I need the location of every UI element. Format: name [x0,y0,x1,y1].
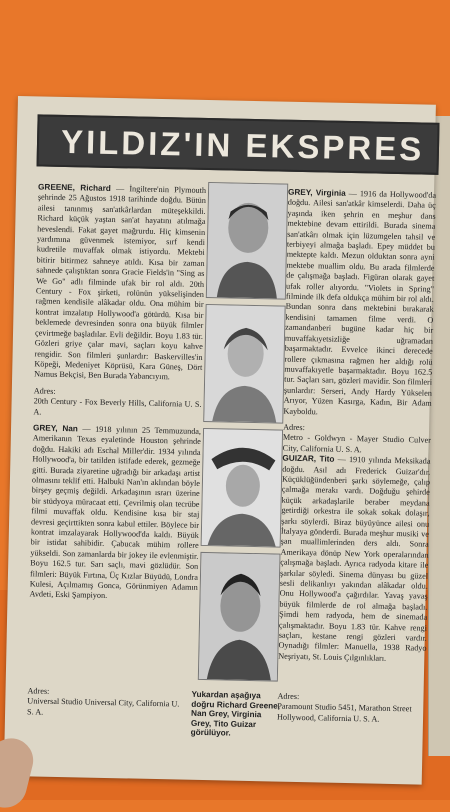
photo-richard-greene [206,182,288,300]
grey-nan-bio: — 1918 yılının 25 Temmuzunda, Amerikanın Texas eyaletinde Houston şehrinde doğdu. Hakiki adı Eschal Miller'dir. 1934 yılında Hollywood'a, bir tatilden istifade ederek, gezmeğe gitti. Burada ziyaretine uğradığı bir arkadaşı artist olmasını teklif etti. Halbuki Nan'ın aklından böyle birşey geçmiş değildi. Arkadaşının ısrarı üzerine bir stüdyoya müracaat etti. Çevrilmiş olan tecrübe filmi muvaffak oldu. Kendisine kısa bir staj devresi geçirttikten sonra kabul ettiler. Böylece bir kontrat imzalayarak Hollywood'da kaldı. Büyük bir istidat sahibidir. Çabucak mühim rollere yükseldi. Son zamanlarda bir jokey ile evlenmiştir. Boyu 162.5 tur. Sarı saçlı, mavi gözlüdür. Son filmleri: Büyük Fırtına, Üç Kızlar Büyüdü, Londra Kulesi, Açılmamış Gonca, Görünmiyen Adamın Avdeti, Eski Şampiyon. [29,424,202,601]
portrait-image [202,429,282,547]
guizar-address: Paramount Studio 5451, Marathon Street Hollywood, California U. S. A. [276,701,412,724]
greene-bio: — İngiltere'nin Plymouth şehrinde 25 Ağustos 1918 tarihinde doğdu. Bütün ailesi tanınmış san'atkârlardan müteşekkildi. Richard küçük yaştan san'at hayatını atılmağa heveslendi. Fakat gayet mağrurdu. Hiç kimsenin yardımına güvenmek istemiyor, sırf kendi kudretile muvaffak olmak istiyordu. Mektebi bitirir bitirmez sahneye atıldı. Kısa bir zaman sahnede çalıştıktan sonra Gracie Fields'in "Sing as We Go" adlı filminde ufak bir rol aldı. 20th Century - Fox şirketi, rolünün yükselişinden rağmen kendisile alâkadar oldu. Ona mühim bir kontrat imzalatıp Hollywood'a götürdü. Kısa bir beklemede devresinden sonra ona büyük filmler çevirtmeğe başladılar. Evli değildir. Boyu 1.83 tür. Gözleri griye çalar mavi, saçları koyu kahve rengidir. Son filmleri şunlardır: Baskervilles'in Köpeği, Medeniyet Köprüsü, Kara Güneş, Dört Namus Bekçisi, Ben Burada Yabancıyım. [34,184,207,382]
grey-virginia-address: Metro - Goldwyn - Mayer Studio Culver City, California U. S. A. [282,432,431,455]
guizar-name: GUIZAR, Tito [282,453,335,464]
guizar-bio: — 1910 yılında Meksikada doğdu. Asıl adı Frederick Guizar'dır. Küçüklüğündenberi şarkı söylemeğe, çalıp çalmağa merakı vardı. Doğduğu şehirde küçük arkadaşlarile beraber meydana getirdiği orkestra ile sokak sokak dolaşır, şarkı söylerdi. Biraz büyüyünce ailesi onu İtalyaya gönderdi. Burada meşhur musiki ve şan muallimlerinden ders aldı. Sonra Amerikaya dönüp New York operalarından çalışmağa başladı. Ayrıca radyoda kitare ile şarkılar söyledi. Sinema dünyası bu güzel sesli delikanlıyı yakından alâkadar oldu. Onu Hollywood'a çağırdılar. Yavaş yavaş büyük filmlerde de rol almağa başladı. Şimdi hem radyoda, hem de sinemada çalışmaktadır. Boyu 1.83 tür. Kahve rengi saçları, kestane rengi gözleri vardır. Oynadığı filmler: Manuella, 1938 Radyo Neşriyatı, St. Louis Çılgınlıkları. [278,454,431,663]
grey-nan-address: Universal Studio Universal City, California U. S. A. [27,696,180,717]
guizar-address-label: Adres: [277,691,300,702]
grey-virginia-name: GREY, Virginia [287,187,346,198]
magazine-page [4,96,436,785]
left-column [29,182,206,603]
grey-nan-address-label: Adres: [27,686,50,696]
photo-tito-guizar [198,552,281,682]
grey-virginia-bio: — 1916 da Hollywood'da doğdu. Ailesi san'atkâr kimselerdi. Daha üç yaşında iken şehrin en meşhur dans mektebine devam ettirildi. Burada sinema san'atkârı olmak için lüzumgelen tahsil ve terbiyeyi almağa başladı. Epey müddet bu mektepte kaldı. Mezun olduktan sonra ayni mektebe muallim oldu. Bu arada filmlerde de çalışmağa başladı. Figüran olarak gayet ufak roller alıyordu. "Violets in Spring" filminde ilk defa oldukça mühim bir rol aldı. Bundan sonra dans mektebini bırakarak kendisini tamamen filme verdi. O zamandanberi bugüne kadar hiç bir muvaffakıyetsizliğe uğramadan başarmaktadır. Evvelce ikinci derecede rollere çıkmasına rağmen her aldığı rolü muvaffakıyetle başarmaktadır. Boyu 162.5 tur. Saçları sarı, gözleri mavidir. Son filmleri şunlardır: Serseri, Andy Hardy Yükselen Arıyor, Yüzen Kasırga, Kadın, Bir Adam Kayboldu. [283,188,437,416]
right-column [278,188,436,665]
page-title: YILDIZ'IN EKSPRES [60,122,425,168]
photo-caption: Yukardan aşağıya doğru Richard Greene, Nan Grey, Virginia Grey, Tito Guizar görülüyor. [190,689,281,738]
greene-address-label: Adres: [33,386,56,396]
photo-nan-grey [203,304,285,424]
guizar-address-block [277,692,426,726]
grey-nan-name: GREY, Nan [32,423,78,434]
portrait-image [199,553,280,681]
grey-nan-address-block [27,686,188,721]
header-banner [37,114,440,174]
portrait-image [204,305,284,423]
greene-name: GREENE, Richard [38,182,111,193]
greene-address: 20th Century - Fox Beverly Hills, California U. S. A. [33,396,202,417]
portrait-image [207,183,287,299]
grey-virginia-address-label: Adres: [283,422,306,433]
photo-virginia-grey [201,428,283,548]
